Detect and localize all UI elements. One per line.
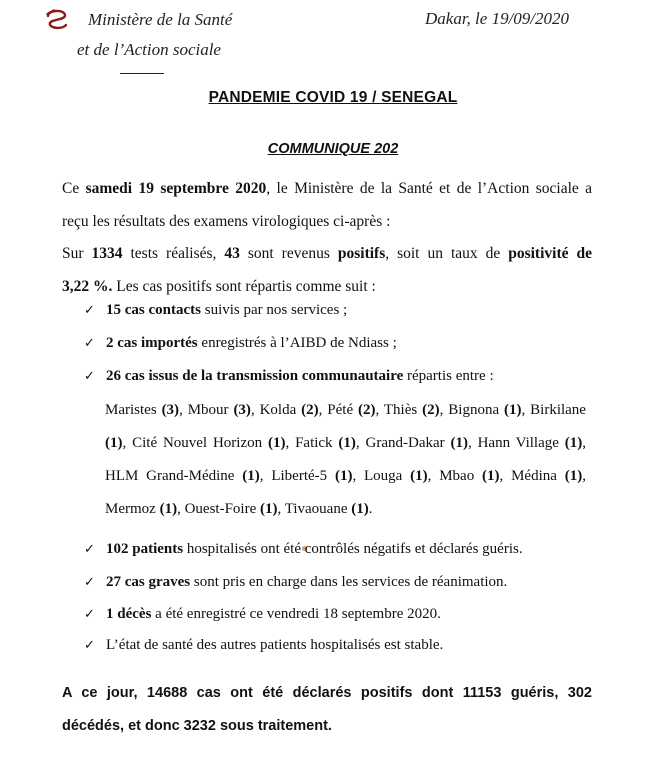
communique-number: COMMUNIQUE 202 bbox=[267, 141, 399, 157]
ministry-name-line1: Ministère de la Santé bbox=[88, 10, 233, 29]
location-name: Maristes bbox=[105, 402, 162, 418]
bullet-recovered bbox=[84, 541, 523, 558]
location-case-count: (1) bbox=[267, 435, 286, 451]
bullet-death bbox=[84, 606, 441, 623]
intro-line2: reçu les résultats des examens virologiques ci-après : bbox=[62, 213, 391, 230]
location-case-count: (1) bbox=[242, 468, 260, 484]
location-name: , bbox=[582, 435, 587, 451]
location-case-count: (1) bbox=[564, 435, 583, 451]
ministry-logo-icon bbox=[44, 8, 70, 34]
location-name: , Pété bbox=[318, 402, 359, 418]
location-case-count: (1) bbox=[410, 468, 428, 484]
bullet-bold: 2 cas importés bbox=[106, 335, 198, 351]
location-name: , Liberté-5 bbox=[259, 468, 335, 484]
bullet-bold: 102 patients bbox=[106, 541, 184, 557]
tests-text: sont revenus bbox=[239, 245, 338, 262]
location-name: HLM Grand-Médine bbox=[105, 468, 243, 484]
tests-paragraph bbox=[62, 237, 592, 303]
summary-line2: décédés, et donc 3232 sous traitement. bbox=[62, 718, 332, 734]
header-rule bbox=[120, 73, 164, 74]
bullet-text: suivis par nos services ; bbox=[200, 302, 348, 318]
location-case-count: (1) bbox=[259, 501, 278, 517]
bullet-bold: 27 cas graves bbox=[106, 574, 191, 590]
location-name: , Hann Village bbox=[468, 435, 565, 451]
bullet-bold: 15 cas contacts bbox=[106, 302, 201, 318]
intro-text: , le Ministère de la Santé et de l’Action sociale a bbox=[266, 180, 593, 197]
bullet-text: enregistrés à l’AIBD de Ndiass ; bbox=[197, 335, 397, 351]
tests-text: , soit un taux de bbox=[385, 245, 509, 262]
report-day: samedi 19 septembre 2020 bbox=[85, 180, 267, 197]
location-case-count: (2) bbox=[301, 402, 319, 418]
bullet-community bbox=[84, 368, 494, 385]
location-name: , Médina bbox=[499, 468, 565, 484]
positives-word: positifs bbox=[337, 245, 386, 262]
bullet-bold: 26 cas issus de la transmission communautaire bbox=[106, 368, 404, 384]
locations-line bbox=[105, 493, 586, 526]
tests-line1 bbox=[62, 237, 592, 270]
bullet-stable bbox=[84, 637, 443, 654]
check-icon: ✓ bbox=[84, 638, 95, 653]
location-case-count: (1) bbox=[105, 435, 123, 451]
location-name: , Bignona bbox=[439, 402, 504, 418]
location-case-count: (1) bbox=[338, 435, 356, 451]
check-icon: ✓ bbox=[84, 575, 95, 590]
location-case-count: (3) bbox=[161, 402, 180, 418]
location-name: , Ouest-Foire bbox=[177, 501, 260, 517]
bullet-text: hospitalisés ont été contrôlés négatifs et déclarés guéris. bbox=[183, 541, 523, 557]
location-case-count: (1) bbox=[334, 468, 353, 484]
bullet-severe bbox=[84, 574, 507, 591]
intro-paragraph bbox=[62, 172, 592, 238]
community-locations bbox=[105, 394, 586, 526]
location-case-count: (1) bbox=[450, 435, 468, 451]
location-case-count: (1) bbox=[482, 468, 500, 484]
bullet-text: sont pris en charge dans les services de réanimation. bbox=[190, 574, 508, 590]
bullet-contacts bbox=[84, 302, 347, 319]
positivity-word: positivité de bbox=[508, 245, 592, 262]
location-name: . bbox=[368, 501, 373, 517]
locations-line bbox=[105, 427, 586, 460]
location-name: , Birkilane bbox=[521, 402, 586, 418]
intro-line1 bbox=[62, 172, 592, 205]
check-icon: ✓ bbox=[84, 336, 95, 351]
ministry-name-line2: et de l’Action sociale bbox=[77, 40, 221, 59]
positivity-rate: 3,22 %. bbox=[62, 278, 113, 295]
location-name: , Fatick bbox=[285, 435, 339, 451]
locations-line bbox=[105, 460, 586, 493]
bullet-text: a été enregistré ce vendredi 18 septembre 2020. bbox=[151, 606, 441, 622]
location-name: , Grand-Dakar bbox=[355, 435, 451, 451]
bullet-imported bbox=[84, 335, 397, 352]
location-name: , Cité Nouvel Horizon bbox=[122, 435, 268, 451]
check-icon: ✓ bbox=[84, 607, 95, 622]
location-name: , Kolda bbox=[250, 402, 302, 418]
location-case-count: (3) bbox=[233, 402, 251, 418]
summary-line1: A ce jour, 14688 cas ont été déclarés positifs dont 11153 guéris, 302 bbox=[62, 685, 592, 701]
location-case-count: (2) bbox=[422, 402, 440, 418]
location-case-count: (2) bbox=[358, 402, 376, 418]
location-case-count: (1) bbox=[504, 402, 522, 418]
summary-paragraph bbox=[62, 677, 592, 743]
location-name: , Tivaouane bbox=[277, 501, 352, 517]
location-name: , Mbour bbox=[179, 402, 234, 418]
check-icon: ✓ bbox=[84, 542, 95, 557]
locations-line bbox=[105, 394, 586, 427]
location-case-count: (1) bbox=[351, 501, 369, 517]
bullet-text: L’état de santé des autres patients hospitalisés est stable. bbox=[106, 637, 444, 653]
tests-text: tests réalisés, bbox=[122, 245, 225, 262]
tests-text: Les cas positifs sont répartis comme suit : bbox=[112, 278, 376, 295]
document-title: PANDEMIE COVID 19 / SENEGAL bbox=[208, 89, 458, 106]
check-icon: ✓ bbox=[84, 303, 95, 318]
intro-text: Ce bbox=[62, 180, 86, 197]
location-case-count: (1) bbox=[564, 468, 583, 484]
tests-text: Sur bbox=[62, 245, 92, 262]
tests-line2 bbox=[62, 270, 592, 303]
location-name: , Mbao bbox=[427, 468, 483, 484]
location-name: , bbox=[582, 468, 586, 484]
location-case-count: (1) bbox=[159, 501, 178, 517]
location-name: Mermoz bbox=[105, 501, 160, 517]
location-name: , Louga bbox=[352, 468, 411, 484]
dateline: Dakar, le 19/09/2020 bbox=[425, 9, 570, 28]
location-name: , Thiès bbox=[375, 402, 423, 418]
positives-count: 43 bbox=[224, 245, 240, 262]
check-icon: ✓ bbox=[84, 369, 95, 384]
bullet-bold: 1 décès bbox=[106, 606, 152, 622]
tests-count: 1334 bbox=[91, 245, 123, 262]
bullet-text: répartis entre : bbox=[403, 368, 494, 384]
